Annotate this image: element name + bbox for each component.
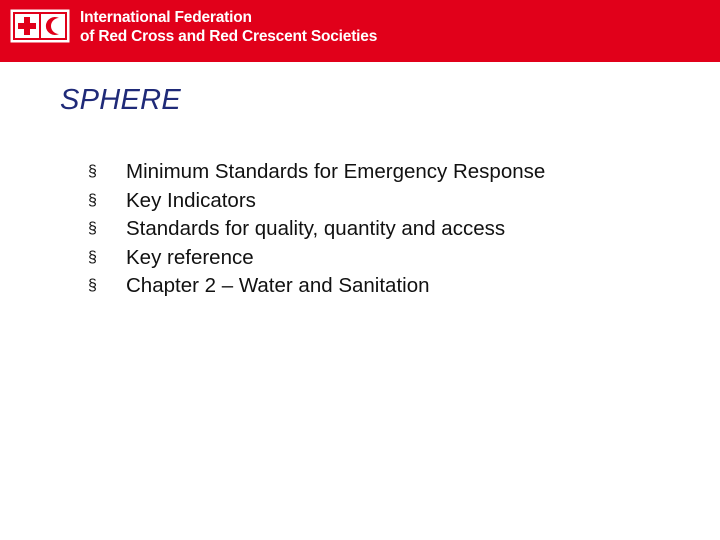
organization-name xyxy=(80,8,377,46)
bullet-marker: § xyxy=(88,248,97,266)
bullet-marker: § xyxy=(88,277,97,294)
bullet-marker: § xyxy=(88,191,97,209)
bullet-text: Key Indicators xyxy=(126,188,256,212)
bullet-marker: § xyxy=(88,220,97,237)
header-banner xyxy=(0,0,720,62)
organization-name-line1: International Federation xyxy=(80,9,252,26)
slide-title: SPHERE xyxy=(60,84,182,116)
organization-name-line2: of Red Cross and Red Crescent Societies xyxy=(80,28,378,45)
bullet-text: Standards for quality, quantity and access xyxy=(126,217,506,240)
bullet-text: Key reference xyxy=(126,245,254,269)
bullet-marker: § xyxy=(88,163,97,180)
bullet-text: Minimum Standards for Emergency Response xyxy=(126,160,546,183)
red-cross-red-crescent-emblem-icon xyxy=(10,9,70,43)
bullet-text: Chapter 2 – Water and Sanitation xyxy=(126,274,430,297)
